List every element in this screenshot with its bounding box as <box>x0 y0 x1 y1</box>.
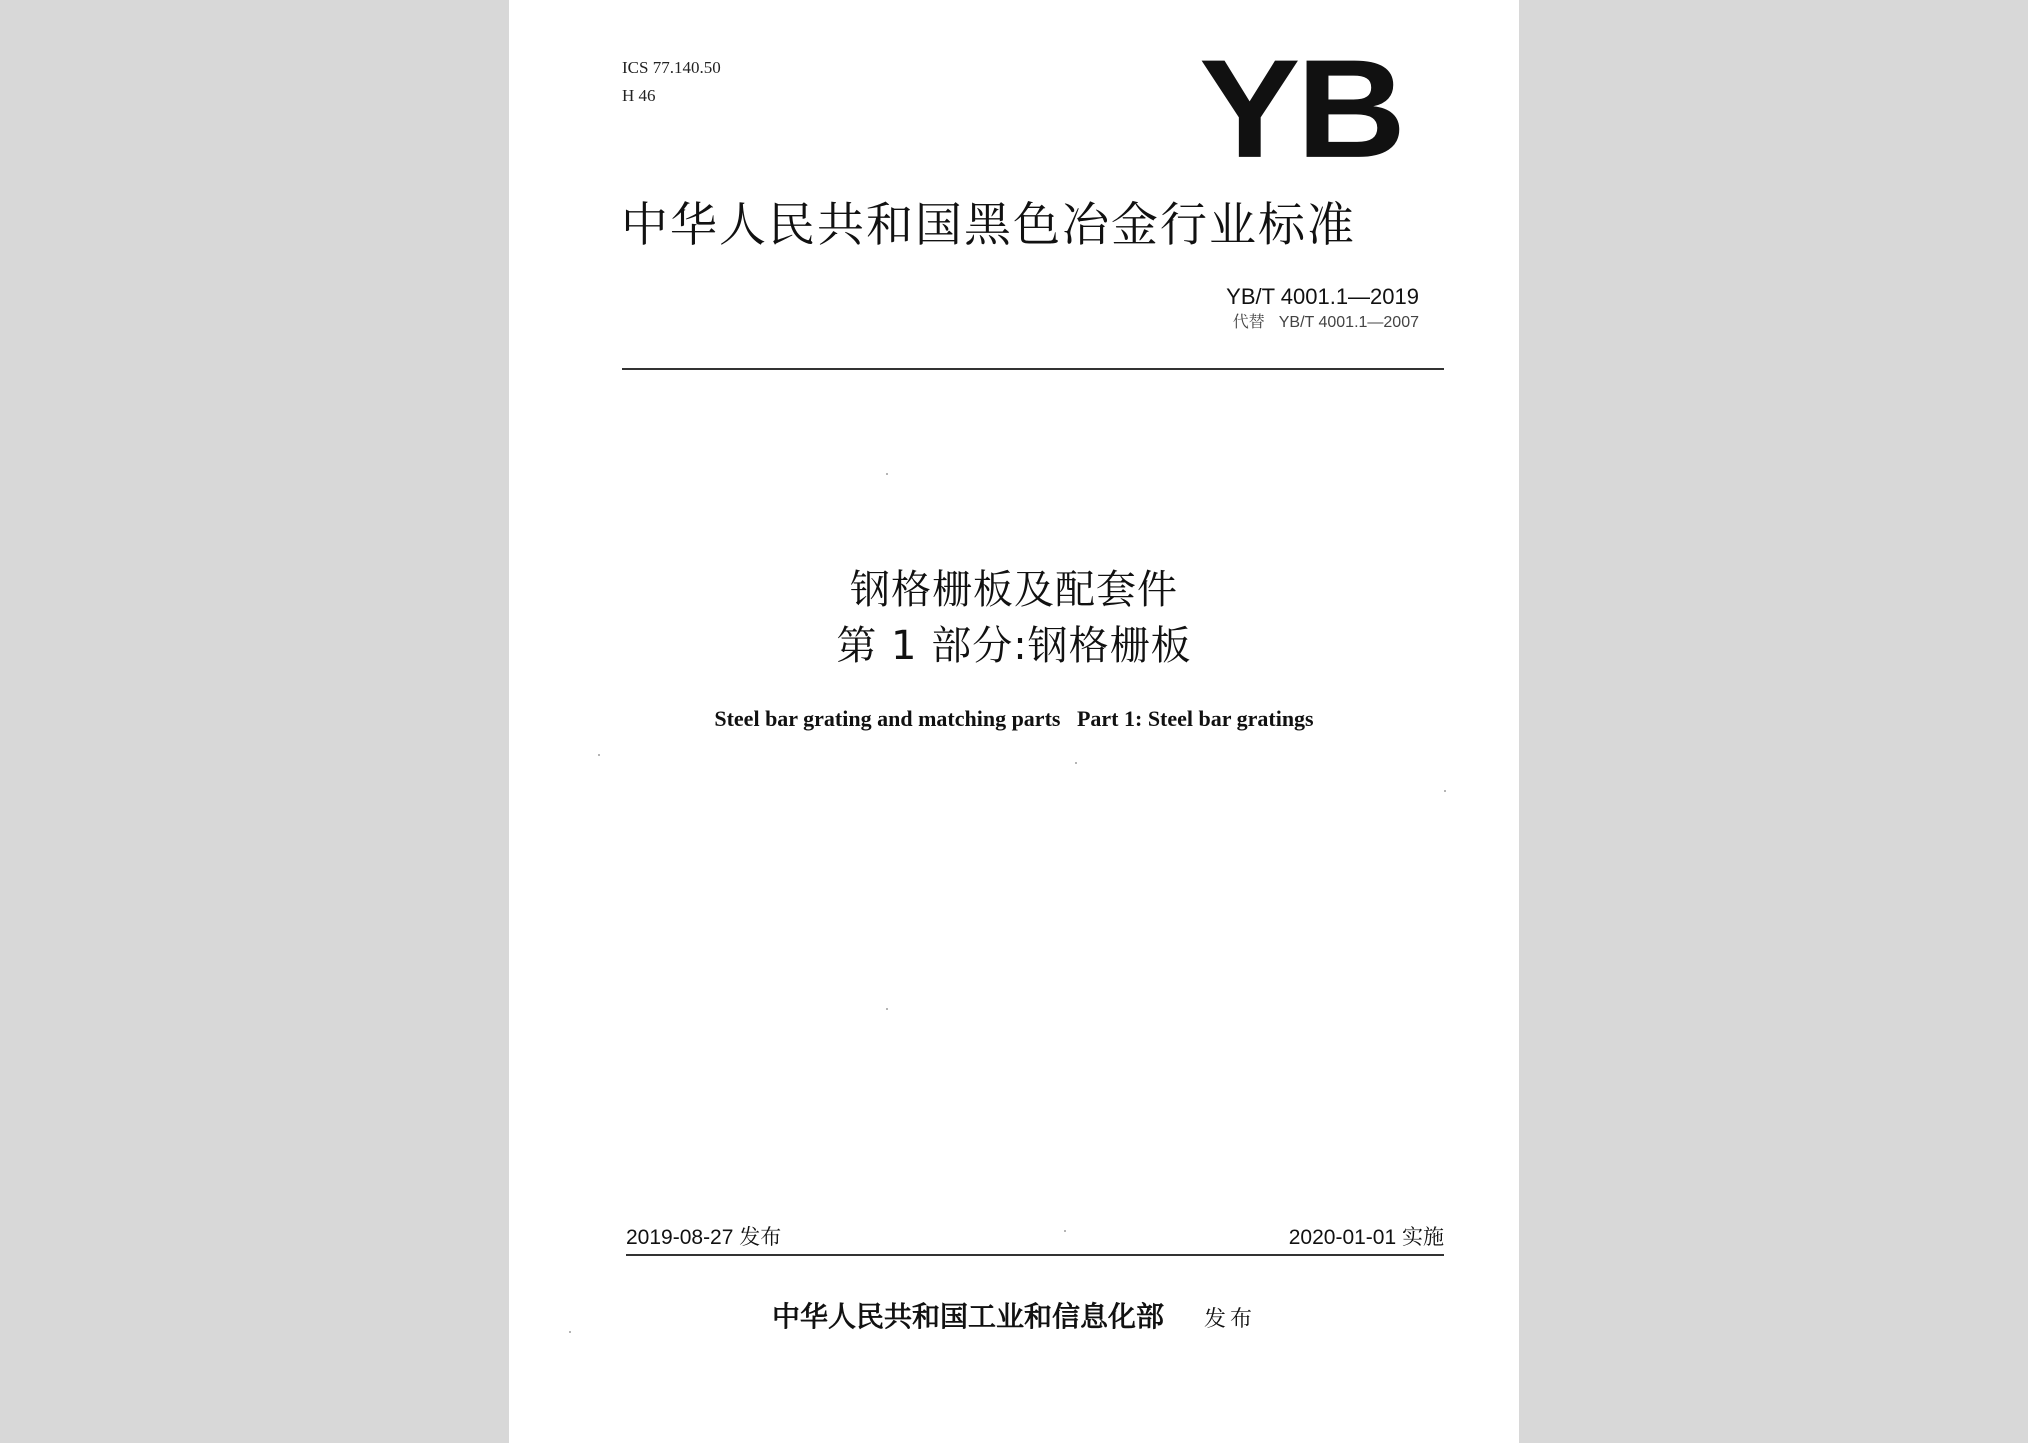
footer-divider <box>626 1254 1444 1256</box>
ics-code: ICS 77.140.50 <box>622 58 721 77</box>
title-en <box>509 704 1519 734</box>
yb-logo: YB <box>1199 30 1403 188</box>
scan-speck <box>886 1008 888 1010</box>
ccs-code: H 46 <box>622 86 656 105</box>
scan-speck <box>1075 762 1077 764</box>
header-divider <box>622 368 1444 370</box>
publisher-name: 中华人民共和国工业和信息化部 <box>771 1300 1164 1333</box>
scan-speck <box>1444 790 1446 792</box>
replaces-label: 代替 <box>1232 314 1265 331</box>
title-en-text: Steel bar grating and matching parts Part 1: Steel bar gratings <box>714 706 1314 731</box>
publisher-line <box>509 1297 1519 1340</box>
title-zh-line2: 第 1 部分:钢格栅板 <box>836 623 1192 669</box>
implementation-date: 2020-01-01 实施 <box>1288 1226 1444 1249</box>
organization-title: 中华人民共和国黑色冶金行业标准 <box>621 198 1356 253</box>
publisher-action: 发布 <box>1204 1307 1257 1332</box>
classification-codes <box>622 54 721 110</box>
scan-speck <box>886 473 888 475</box>
replaces-number: YB/T 4001.1—2007 <box>1278 314 1419 331</box>
issue-date: 2019-08-27 发布 <box>626 1226 782 1249</box>
title-zh-line1: 钢格栅板及配套件 <box>850 567 1178 613</box>
scan-speck <box>569 1331 571 1333</box>
dates-row <box>626 1221 1444 1255</box>
replaces-standard <box>1233 312 1419 334</box>
document-page <box>509 0 1519 1443</box>
scan-speck <box>1064 1230 1066 1232</box>
scan-speck <box>598 754 600 756</box>
standard-number: YB/T 4001.1—2019 <box>1226 284 1419 309</box>
